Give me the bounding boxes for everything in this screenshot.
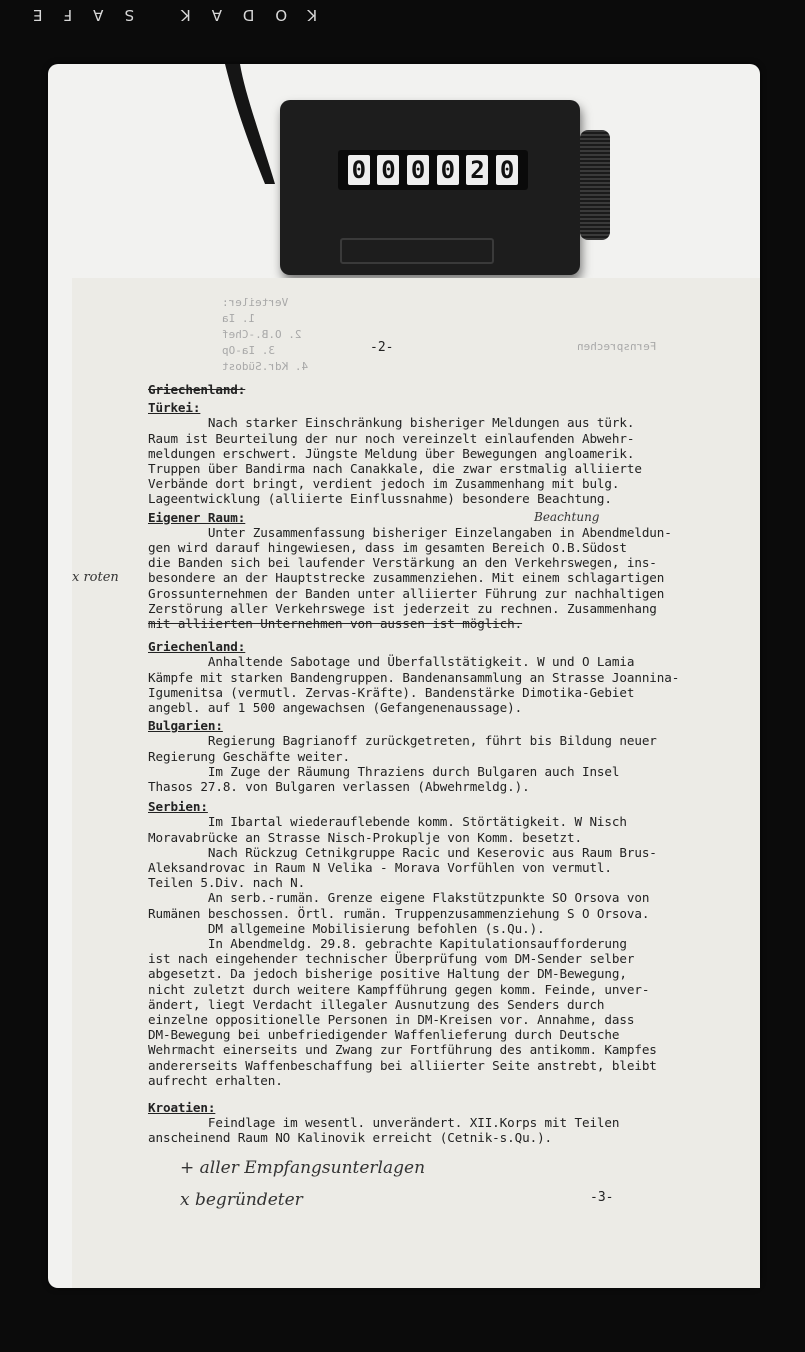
margin-note: x roten	[72, 570, 119, 585]
text-line: Im Zuge der Räumung Thraziens durch Bulgaren auch Insel	[148, 763, 620, 779]
ghost-text: Verteiler:	[222, 296, 289, 309]
counter-digit: 0	[377, 155, 399, 185]
text-line: Aleksandrovac in Raum N Velika - Morava Vorfühlen von vermutl.	[148, 860, 612, 875]
page-number-top: -2-	[370, 340, 394, 355]
text-line: Feindlage im wesentl. unverändert. XII.Korps mit Teilen	[148, 1115, 620, 1131]
counter-window	[338, 150, 528, 190]
counter-slot	[340, 238, 494, 264]
section-heading: Griechenland:	[148, 382, 246, 397]
counter-digit: 0	[407, 155, 429, 185]
text-line: Grossunternehmen der Banden unter alliierter Führung zur nachhaltigen	[148, 585, 665, 601]
text-line: aufrecht erhalten.	[148, 1072, 283, 1088]
document-page	[72, 278, 760, 1288]
text-line: meldungen erschwert. Jüngste Meldung über Bewegungen angloamerik.	[148, 445, 635, 461]
text-line: abgesetzt. Da jedoch bisherige positive Haltung der DM-Bewegung,	[148, 966, 627, 982]
page-number-bottom: -3-	[590, 1190, 614, 1205]
text-line: Im Ibartal wiederauflebende komm. Störtätigkeit. W Nisch	[148, 814, 627, 830]
text-line: die Banden sich bei laufender Verstärkung an den Verkehrswegen, ins-	[148, 555, 657, 571]
footnote-2: x begründeter	[180, 1190, 303, 1210]
counter-digit: 2	[466, 155, 488, 185]
text-line: Nach starker Einschränkung bisheriger Meldungen aus türk.	[148, 415, 635, 431]
text-line: Lageentwicklung (alliierte Einflussnahme) besondere Beachtung.	[148, 491, 612, 507]
section-heading: Bulgarien:	[148, 718, 223, 734]
text-line: DM allgemeine Mobilisierung befohlen (s.Qu.).	[148, 920, 545, 936]
text-line: An serb.-rumän. Grenze eigene Flakstützpunkte SO Orsova von	[148, 890, 650, 906]
text-line: Anhaltende Sabotage und Überfallstätigkeit. W und O Lamia	[148, 654, 635, 670]
text-line: Wehrmacht einerseits und Zwang zur Fortführung des antikomm. Kampfes	[148, 1042, 657, 1058]
text-line: Truppen über Bandirma nach Canakkale, die zwar erstmalig alliierte	[148, 461, 642, 476]
text-line: Nach Rückzug Cetnikgruppe Racic und Keserovic aus Raum Brus-	[148, 844, 657, 860]
handwritten-beachtung: Beachtung	[534, 510, 600, 524]
counter-digit: 0	[348, 155, 370, 185]
text-line: Thasos 27.8. von Bulgaren verlassen (Abwehrmeldg.).	[148, 779, 530, 794]
text-line: Raum ist Beurteilung der nur noch vereinzelt einlaufenden Abwehr-	[148, 430, 635, 446]
text-line: Verbände dort bringt, verdient jedoch im Zusammenhang mit bulg.	[148, 476, 620, 492]
film-edge-label: KODAK SAFE	[12, 6, 318, 24]
text-line: besondere an der Hauptstrecke zusammenziehen. Mit einem schlagartigen	[148, 570, 665, 586]
strap-icon	[215, 64, 275, 184]
ghost-text: Fernsprechen	[577, 340, 657, 353]
text-line: ist nach eingehender technischer Überprüfung vom DM-Sender selber	[148, 951, 635, 967]
text-line: anscheinend Raum NO Kalinovik erreicht (Cetnik-s.Qu.).	[148, 1130, 553, 1146]
text-line: mit alliierten Unternehmen von aussen ist möglich.	[148, 616, 523, 631]
frame-counter	[280, 100, 580, 275]
text-line: Zerstörung aller Verkehrswege ist jederzeit zu rechnen. Zusammenhang	[148, 600, 657, 616]
text-line: Regierung Bagrianoff zurückgetreten, führt bis Bildung neuer	[148, 733, 657, 749]
counter-digit: 0	[496, 155, 518, 185]
text-line: angebl. auf 1 500 angewachsen (Gefangenenaussage).	[148, 700, 523, 715]
section-heading: Griechenland:	[148, 639, 246, 655]
text-line: DM-Bewegung bei unbefriedigender Waffenlieferung durch Deutsche	[148, 1027, 620, 1043]
section-heading: Kroatien:	[148, 1100, 216, 1115]
footnote-1: + aller Empfangsunterlagen	[180, 1158, 426, 1178]
section-heading: Eigener Raum:	[148, 509, 246, 525]
text-line: Regierung Geschäfte weiter.	[148, 748, 351, 764]
text-line: nicht zuletzt durch weitere Kampfführung gegen komm. Feinde, unver-	[148, 981, 650, 997]
text-line: andererseits Waffenbeschaffung bei alliierter Seite anstrebt, bleibt	[148, 1057, 657, 1073]
ghost-text: 4. Kdr.Südost	[222, 360, 309, 373]
text-line: Unter Zusammenfassung bisheriger Einzelangaben in Abendmeldun-	[148, 524, 672, 540]
section-heading: Türkei:	[148, 400, 201, 416]
ghost-text: 1. Ia	[222, 312, 256, 325]
text-line: gen wird darauf hingewiesen, dass im gesamten Bereich O.B.Südost	[148, 540, 627, 555]
text-line: ändert, liegt Verdacht illegaler Ausnutzung des Senders durch	[148, 996, 605, 1012]
text-line: Moravabrücke an Strasse Nisch-Prokuplje von Komm. besetzt.	[148, 829, 582, 845]
text-line: Kämpfe mit starken Bandengruppen. Bandenansammlung an Strasse Joannina-	[148, 669, 680, 685]
text-line: einzelne oppositionelle Personen in DM-Kreisen vor. Annahme, dass	[148, 1012, 635, 1027]
section-heading: Serbien:	[148, 799, 208, 815]
text-line: Igumenitsa (vermutl. Zervas-Kräfte). Bandenstärke Dimotika-Gebiet	[148, 684, 635, 700]
counter-digit: 0	[437, 155, 459, 185]
counter-knob-icon	[580, 130, 610, 240]
text-line: Rumänen beschossen. Örtl. rumän. Truppenzusammenziehung S O Orsova.	[148, 905, 650, 921]
ghost-text: 2. O.B.-Chef	[222, 328, 302, 341]
film-edge	[0, 0, 805, 30]
text-line: Teilen 5.Div. nach N.	[148, 875, 306, 891]
text-line: In Abendmeldg. 29.8. gebrachte Kapitulationsaufforderung	[148, 936, 627, 951]
ghost-text: 3. Ia-Op	[222, 344, 275, 357]
